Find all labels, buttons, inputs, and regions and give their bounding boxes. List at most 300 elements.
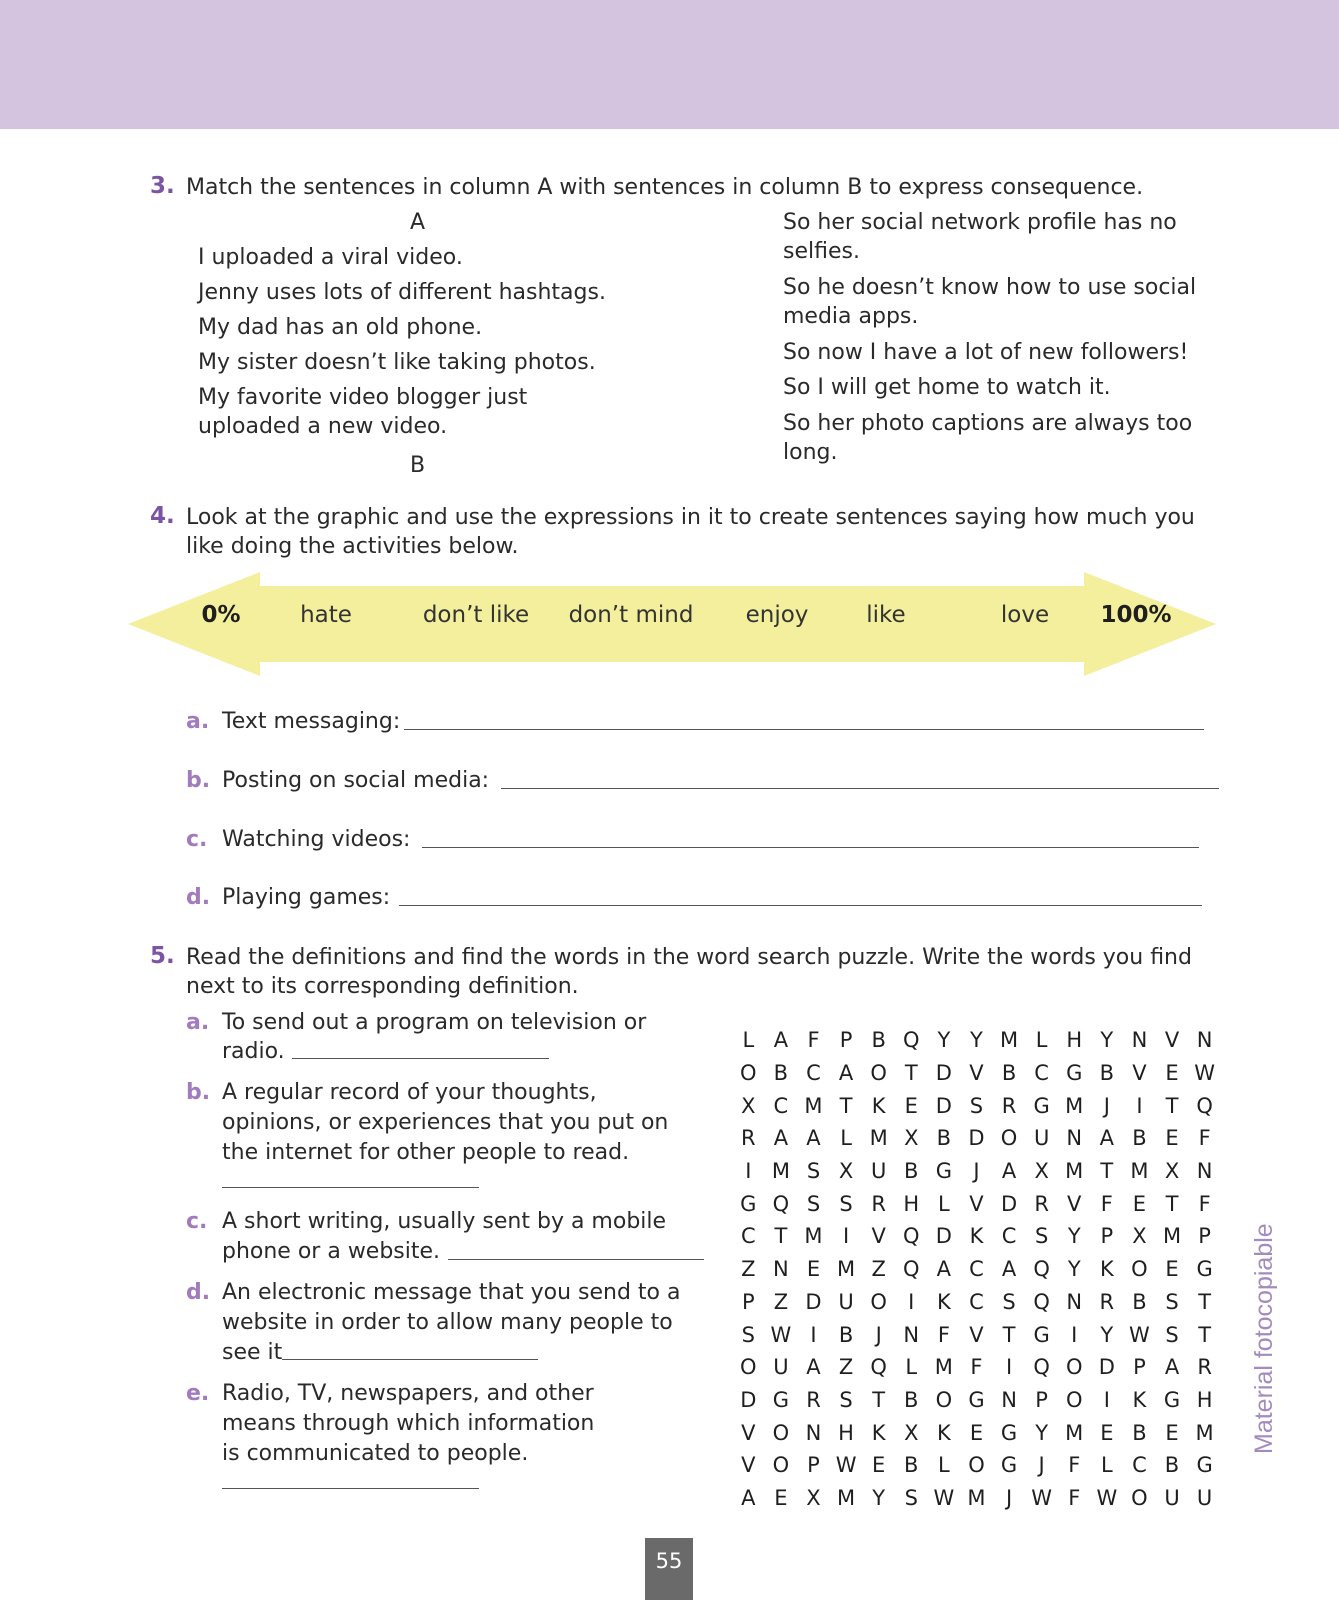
column-b-item: So he doesn’t know how to use social: [783, 275, 1197, 300]
grid-letter[interactable]: Q: [903, 1257, 920, 1282]
exercise-5-instruction: Read the definitions and find the words in the word search puzzle. Write the words you find: [186, 945, 1192, 970]
grid-letter[interactable]: M: [869, 1126, 888, 1151]
grid-letter[interactable]: M: [837, 1257, 856, 1282]
grid-letter[interactable]: X: [904, 1420, 919, 1445]
grid-letter[interactable]: O: [1131, 1485, 1148, 1510]
grid-letter[interactable]: K: [969, 1224, 984, 1249]
grid-letter[interactable]: A: [936, 1257, 952, 1282]
item-posting-social-media: Posting on social media:: [222, 768, 490, 793]
exercise-5-instruction-continued: next to its corresponding definition.: [186, 974, 579, 999]
grid-letter[interactable]: X: [806, 1485, 821, 1510]
grid-letter[interactable]: M: [1130, 1159, 1149, 1184]
grid-letter[interactable]: D: [968, 1126, 985, 1151]
grid-letter[interactable]: Z: [773, 1289, 789, 1314]
grid-letter[interactable]: G: [740, 1191, 757, 1216]
grid-letter[interactable]: C: [806, 1061, 821, 1086]
answer-line[interactable]: [404, 729, 1204, 730]
grid-letter[interactable]: G: [968, 1387, 985, 1412]
column-b-header: B: [410, 453, 426, 478]
column-b-item-continued: selfies.: [783, 239, 860, 264]
grid-letter[interactable]: C: [1034, 1061, 1049, 1086]
grid-letter[interactable]: I: [745, 1159, 752, 1184]
grid-row: [732, 1057, 1222, 1090]
grid-letter[interactable]: P: [807, 1453, 820, 1478]
grid-letter[interactable]: M: [1065, 1093, 1084, 1118]
grid-letter[interactable]: S: [839, 1191, 853, 1216]
item-playing-games: Playing games:: [222, 885, 391, 910]
grid-letter[interactable]: S: [1034, 1224, 1049, 1249]
grid-letter[interactable]: T: [1165, 1093, 1179, 1118]
grid-letter[interactable]: S: [806, 1159, 821, 1184]
scale-label-like: like: [866, 602, 906, 628]
grid-letter[interactable]: Z: [741, 1257, 756, 1282]
grid-letter[interactable]: K: [936, 1420, 951, 1445]
scale-label-0-percent: 0%: [201, 602, 241, 628]
grid-letter[interactable]: Q: [772, 1191, 790, 1216]
grid-letter[interactable]: H: [838, 1420, 854, 1445]
grid-letter[interactable]: E: [872, 1453, 886, 1478]
grid-letter[interactable]: J: [973, 1159, 980, 1184]
grid-letter[interactable]: N: [1001, 1387, 1017, 1412]
grid-letter[interactable]: L: [938, 1191, 950, 1216]
grid-letter[interactable]: A: [806, 1355, 821, 1380]
grid-letter[interactable]: W: [933, 1485, 955, 1510]
exercise-4-instruction: Look at the graphic and use the expressions in it to create sentences saying how much you: [186, 505, 1195, 530]
grid-letter[interactable]: X: [741, 1093, 756, 1118]
answer-line[interactable]: [399, 905, 1202, 906]
grid-letter[interactable]: D: [805, 1289, 822, 1314]
column-b-item: So now I have a lot of new followers!: [783, 340, 1189, 365]
grid-letter[interactable]: B: [936, 1126, 952, 1151]
scale-label-dont-like: don’t like: [422, 602, 530, 628]
grid-letter[interactable]: M: [1065, 1159, 1084, 1184]
grid-letter[interactable]: W: [770, 1322, 792, 1347]
scale-label-enjoy: enjoy: [745, 602, 809, 628]
grid-row: [732, 1155, 1222, 1188]
grid-letter[interactable]: F: [1198, 1126, 1211, 1151]
grid-letter[interactable]: Q: [870, 1355, 887, 1380]
grid-letter[interactable]: P: [741, 1289, 755, 1314]
grid-letter[interactable]: E: [1165, 1257, 1179, 1282]
grid-row: [732, 1449, 1222, 1482]
grid-letter[interactable]: V: [969, 1191, 984, 1216]
column-a-item: I uploaded a viral video.: [198, 245, 463, 270]
grid-letter[interactable]: V: [1164, 1028, 1180, 1053]
grid-letter[interactable]: S: [1165, 1289, 1179, 1314]
scale-label-100-percent: 100%: [1100, 602, 1172, 628]
grid-letter[interactable]: B: [1001, 1061, 1017, 1086]
grid-letter[interactable]: F: [807, 1028, 820, 1053]
grid-letter[interactable]: F: [937, 1322, 950, 1347]
grid-letter[interactable]: T: [1100, 1159, 1114, 1184]
definition-text-continued: radio.: [222, 1039, 285, 1064]
grid-letter[interactable]: B: [773, 1061, 789, 1086]
grid-letter[interactable]: L: [840, 1126, 852, 1151]
definition-text-continued: website in order to allow many people to: [222, 1310, 673, 1335]
grid-letter[interactable]: L: [742, 1028, 755, 1053]
grid-letter[interactable]: N: [1196, 1028, 1213, 1053]
grid-letter[interactable]: Q: [1033, 1355, 1050, 1380]
grid-letter[interactable]: P: [1100, 1224, 1114, 1249]
grid-letter[interactable]: J: [875, 1322, 882, 1347]
answer-line[interactable]: [422, 847, 1199, 848]
grid-letter[interactable]: H: [1196, 1387, 1213, 1412]
grid-letter[interactable]: F: [1068, 1485, 1081, 1510]
grid-letter[interactable]: S: [1002, 1289, 1016, 1314]
grid-letter[interactable]: X: [1164, 1159, 1180, 1184]
grid-letter[interactable]: D: [1098, 1355, 1115, 1380]
grid-letter[interactable]: A: [1164, 1355, 1180, 1380]
side-label-photocopiable: Material fotocopiable: [1250, 1223, 1278, 1454]
grid-letter[interactable]: A: [1099, 1126, 1115, 1151]
grid-letter[interactable]: G: [1196, 1453, 1213, 1478]
preference-scale-arrow: [128, 570, 1216, 678]
grid-letter[interactable]: D: [935, 1224, 952, 1249]
definition-text-continued: phone or a website.: [222, 1239, 441, 1264]
grid-letter[interactable]: E: [1165, 1420, 1179, 1445]
definition-text-continued: means through which information: [222, 1411, 595, 1436]
grid-letter[interactable]: L: [905, 1355, 918, 1380]
grid-letter[interactable]: G: [1033, 1322, 1050, 1347]
grid-row: [732, 1482, 1222, 1515]
item-text-messaging: Text messaging:: [222, 709, 401, 734]
definition-text: A regular record of your thoughts,: [222, 1080, 597, 1105]
grid-letter[interactable]: X: [1132, 1224, 1147, 1249]
grid-letter[interactable]: M: [1162, 1224, 1182, 1249]
grid-letter[interactable]: T: [839, 1093, 853, 1118]
definition-text: An electronic message that you send to a: [222, 1280, 681, 1305]
exercise-4-instruction-continued: like doing the activities below.: [186, 534, 519, 559]
grid-letter[interactable]: R: [1099, 1289, 1115, 1314]
grid-letter[interactable]: Q: [903, 1224, 920, 1249]
grid-letter[interactable]: Y: [970, 1028, 983, 1053]
grid-letter[interactable]: A: [1001, 1257, 1017, 1282]
grid-letter[interactable]: Y: [1035, 1420, 1049, 1445]
grid-letter[interactable]: A: [741, 1485, 756, 1510]
grid-letter[interactable]: N: [1131, 1028, 1148, 1053]
grid-letter[interactable]: C: [1001, 1224, 1017, 1249]
grid-letter[interactable]: P: [1133, 1355, 1146, 1380]
grid-letter[interactable]: R: [1001, 1093, 1017, 1118]
grid-letter[interactable]: M: [1195, 1420, 1214, 1445]
top-color-band: [0, 0, 1339, 129]
grid-letter[interactable]: Z: [838, 1355, 854, 1380]
grid-row: [732, 1416, 1222, 1449]
grid-letter[interactable]: N: [773, 1257, 789, 1282]
grid-letter[interactable]: F: [1100, 1191, 1113, 1216]
exercise-4-number: 4.: [150, 503, 175, 529]
grid-letter[interactable]: N: [805, 1420, 822, 1445]
grid-letter[interactable]: G: [1196, 1257, 1213, 1282]
grid-letter[interactable]: G: [1066, 1061, 1083, 1086]
grid-letter[interactable]: V: [741, 1420, 756, 1445]
grid-letter[interactable]: E: [774, 1485, 788, 1510]
grid-letter[interactable]: U: [1196, 1485, 1213, 1510]
grid-letter[interactable]: I: [842, 1224, 850, 1249]
grid-letter[interactable]: W: [1031, 1485, 1053, 1510]
grid-letter[interactable]: B: [1132, 1420, 1147, 1445]
page-number: 55: [645, 1538, 693, 1600]
grid-letter[interactable]: M: [999, 1028, 1019, 1053]
grid-letter[interactable]: Q: [1196, 1093, 1213, 1118]
grid-letter[interactable]: B: [904, 1159, 919, 1184]
grid-letter[interactable]: T: [1198, 1322, 1212, 1347]
grid-letter[interactable]: V: [871, 1224, 886, 1249]
word-search-grid: [732, 1024, 1222, 1514]
grid-letter[interactable]: G: [1033, 1093, 1050, 1118]
grid-letter[interactable]: O: [968, 1453, 985, 1478]
grid-letter[interactable]: A: [806, 1126, 821, 1151]
grid-letter[interactable]: O: [870, 1061, 887, 1086]
grid-letter[interactable]: A: [838, 1061, 854, 1086]
grid-letter[interactable]: T: [1198, 1289, 1212, 1314]
grid-letter[interactable]: O: [1131, 1257, 1148, 1282]
grid-letter[interactable]: I: [810, 1322, 817, 1347]
grid-letter[interactable]: K: [1132, 1387, 1147, 1412]
grid-row: [732, 1318, 1222, 1351]
grid-letter[interactable]: O: [740, 1061, 757, 1086]
column-b-item: So her social network profile has no: [783, 210, 1177, 235]
grid-letter[interactable]: X: [904, 1126, 919, 1151]
grid-letter[interactable]: O: [870, 1289, 887, 1314]
grid-letter[interactable]: I: [1005, 1355, 1013, 1380]
grid-letter[interactable]: K: [1099, 1257, 1114, 1282]
grid-letter[interactable]: M: [804, 1093, 823, 1118]
grid-letter[interactable]: X: [838, 1159, 854, 1184]
grid-letter[interactable]: I: [1136, 1093, 1143, 1118]
grid-letter[interactable]: N: [1066, 1126, 1083, 1151]
grid-letter[interactable]: M: [967, 1485, 986, 1510]
grid-letter[interactable]: R: [871, 1191, 886, 1216]
exercise-5-number: 5.: [150, 943, 175, 969]
grid-letter[interactable]: U: [773, 1355, 789, 1380]
grid-letter[interactable]: N: [1196, 1159, 1213, 1184]
grid-letter[interactable]: K: [871, 1420, 886, 1445]
grid-letter[interactable]: T: [774, 1224, 788, 1249]
grid-letter[interactable]: B: [904, 1387, 919, 1412]
grid-letter[interactable]: W: [1096, 1485, 1118, 1510]
grid-letter[interactable]: V: [969, 1322, 984, 1347]
answer-line[interactable]: [448, 1259, 704, 1260]
definition-letter: a.: [186, 1010, 210, 1035]
grid-letter[interactable]: O: [935, 1387, 953, 1412]
grid-letter[interactable]: O: [772, 1420, 790, 1445]
grid-letter[interactable]: L: [938, 1453, 950, 1478]
grid-letter[interactable]: O: [1065, 1355, 1083, 1380]
grid-letter[interactable]: I: [1103, 1387, 1110, 1412]
grid-letter[interactable]: D: [935, 1093, 952, 1118]
grid-letter[interactable]: G: [1000, 1453, 1018, 1478]
definition-text-continued: see it: [222, 1340, 283, 1365]
grid-letter[interactable]: W: [1129, 1322, 1150, 1347]
grid-row: [732, 1253, 1222, 1286]
grid-row: [732, 1024, 1222, 1057]
grid-letter[interactable]: Y: [872, 1485, 886, 1510]
grid-letter[interactable]: V: [969, 1061, 984, 1086]
grid-letter[interactable]: V: [741, 1453, 756, 1478]
grid-letter[interactable]: L: [1035, 1028, 1048, 1053]
grid-letter[interactable]: O: [1065, 1387, 1083, 1412]
grid-letter[interactable]: Y: [1067, 1257, 1081, 1282]
grid-letter[interactable]: B: [1099, 1061, 1115, 1086]
grid-letter[interactable]: C: [740, 1224, 756, 1249]
grid-letter[interactable]: S: [741, 1322, 755, 1347]
scale-label-love: love: [1000, 602, 1050, 628]
grid-letter[interactable]: P: [1198, 1224, 1211, 1249]
grid-letter[interactable]: C: [773, 1093, 789, 1118]
answer-line[interactable]: [501, 788, 1219, 789]
grid-letter[interactable]: E: [1165, 1126, 1179, 1151]
definition-letter: b.: [186, 1080, 211, 1105]
grid-letter[interactable]: Z: [871, 1257, 886, 1282]
grid-row: [732, 1286, 1222, 1319]
grid-letter[interactable]: M: [1065, 1420, 1084, 1445]
grid-letter[interactable]: P: [839, 1028, 853, 1053]
answer-line[interactable]: [282, 1359, 538, 1360]
grid-letter[interactable]: B: [1132, 1289, 1147, 1314]
grid-letter[interactable]: R: [1197, 1355, 1212, 1380]
grid-letter[interactable]: W: [1194, 1061, 1215, 1086]
column-a-header: A: [410, 210, 426, 235]
grid-letter[interactable]: Y: [1100, 1028, 1114, 1053]
definition-letter: c.: [186, 1209, 208, 1234]
grid-row: [732, 1351, 1222, 1384]
grid-letter[interactable]: Q: [1033, 1257, 1050, 1282]
grid-letter[interactable]: O: [1000, 1126, 1018, 1151]
grid-letter[interactable]: R: [741, 1126, 756, 1151]
grid-letter[interactable]: E: [969, 1420, 984, 1445]
grid-letter[interactable]: R: [1034, 1191, 1049, 1216]
grid-letter[interactable]: R: [806, 1387, 821, 1412]
exercise-3-number: 3.: [150, 173, 175, 199]
grid-letter[interactable]: B: [904, 1453, 919, 1478]
grid-letter[interactable]: B: [838, 1322, 854, 1347]
answer-line[interactable]: [292, 1058, 549, 1059]
grid-letter[interactable]: C: [969, 1257, 984, 1282]
grid-letter[interactable]: G: [935, 1159, 952, 1184]
grid-letter[interactable]: W: [835, 1453, 857, 1478]
grid-letter[interactable]: S: [806, 1191, 821, 1216]
grid-letter[interactable]: Q: [1033, 1289, 1050, 1314]
grid-letter[interactable]: O: [772, 1453, 790, 1478]
column-b-item-continued: long.: [783, 440, 838, 465]
grid-letter[interactable]: I: [1071, 1322, 1078, 1347]
grid-letter[interactable]: J: [1005, 1485, 1013, 1510]
grid-letter[interactable]: Y: [1067, 1224, 1081, 1249]
grid-letter[interactable]: L: [1100, 1453, 1113, 1478]
grid-letter[interactable]: K: [936, 1289, 951, 1314]
column-a-item: My dad has an old phone.: [198, 315, 483, 340]
grid-letter[interactable]: C: [969, 1289, 984, 1314]
grid-row: [732, 1384, 1222, 1417]
grid-letter[interactable]: T: [1165, 1191, 1179, 1216]
definition-text: Radio, TV, newspapers, and other: [222, 1381, 594, 1406]
grid-letter[interactable]: C: [1132, 1453, 1147, 1478]
grid-letter[interactable]: G: [1163, 1387, 1181, 1412]
grid-letter[interactable]: D: [740, 1387, 757, 1412]
grid-letter[interactable]: S: [969, 1093, 984, 1118]
grid-letter[interactable]: E: [1165, 1061, 1179, 1086]
grid-letter[interactable]: S: [904, 1485, 918, 1510]
grid-letter[interactable]: M: [804, 1224, 823, 1249]
grid-letter[interactable]: U: [870, 1159, 887, 1184]
grid-letter[interactable]: M: [934, 1355, 953, 1380]
grid-letter[interactable]: F: [1068, 1453, 1081, 1478]
grid-letter[interactable]: F: [970, 1355, 983, 1380]
scale-label-dont-mind: don’t mind: [568, 602, 694, 628]
grid-row: [732, 1089, 1222, 1122]
definition-text: A short writing, usually sent by a mobile: [222, 1209, 667, 1234]
grid-letter[interactable]: Y: [1100, 1322, 1114, 1347]
grid-letter[interactable]: N: [1066, 1289, 1083, 1314]
grid-letter[interactable]: Q: [903, 1028, 920, 1053]
grid-letter[interactable]: X: [1034, 1159, 1049, 1184]
grid-letter[interactable]: G: [772, 1387, 790, 1412]
grid-letter[interactable]: G: [1000, 1420, 1018, 1445]
grid-letter[interactable]: E: [904, 1093, 918, 1118]
grid-letter[interactable]: S: [1165, 1322, 1179, 1347]
answer-line[interactable]: [222, 1488, 479, 1489]
grid-letter[interactable]: Y: [937, 1028, 951, 1053]
grid-letter[interactable]: H: [903, 1191, 920, 1216]
grid-letter[interactable]: F: [1198, 1191, 1211, 1216]
definition-letter: d.: [186, 1280, 211, 1305]
grid-letter[interactable]: B: [1132, 1126, 1147, 1151]
grid-letter[interactable]: D: [935, 1061, 952, 1086]
grid-letter[interactable]: T: [904, 1061, 918, 1086]
grid-letter[interactable]: B: [1164, 1453, 1180, 1478]
item-letter: b.: [186, 768, 211, 793]
grid-letter[interactable]: O: [740, 1355, 757, 1380]
grid-letter[interactable]: M: [837, 1485, 856, 1510]
grid-letter[interactable]: J: [1038, 1453, 1045, 1478]
grid-letter[interactable]: H: [1066, 1028, 1083, 1053]
grid-letter[interactable]: V: [1067, 1191, 1082, 1216]
grid-letter[interactable]: U: [1164, 1485, 1180, 1510]
grid-letter[interactable]: B: [871, 1028, 886, 1053]
grid-letter[interactable]: A: [773, 1126, 789, 1151]
grid-row: [732, 1187, 1222, 1220]
column-b-item: So I will get home to watch it.: [783, 375, 1111, 400]
grid-letter[interactable]: I: [908, 1289, 915, 1314]
grid-letter[interactable]: A: [1001, 1159, 1017, 1184]
scale-label-hate: hate: [300, 602, 352, 628]
grid-letter[interactable]: E: [806, 1257, 821, 1282]
item-letter: c.: [186, 827, 208, 852]
column-a-item: Jenny uses lots of different hashtags.: [198, 280, 606, 305]
grid-letter[interactable]: E: [1132, 1191, 1147, 1216]
grid-letter[interactable]: P: [1035, 1387, 1048, 1412]
grid-letter[interactable]: U: [1033, 1126, 1050, 1151]
grid-letter[interactable]: E: [1100, 1420, 1114, 1445]
item-watching-videos: Watching videos:: [222, 827, 411, 852]
grid-letter[interactable]: M: [771, 1159, 790, 1184]
column-a-item-continued: uploaded a new video.: [198, 414, 448, 439]
grid-letter[interactable]: T: [1002, 1322, 1016, 1347]
answer-line[interactable]: [222, 1187, 479, 1188]
definition-letter: e.: [186, 1381, 210, 1406]
grid-letter[interactable]: T: [872, 1387, 886, 1412]
grid-letter[interactable]: V: [1132, 1061, 1147, 1086]
grid-letter[interactable]: A: [773, 1028, 789, 1053]
grid-letter[interactable]: K: [871, 1093, 886, 1118]
grid-letter[interactable]: S: [839, 1387, 853, 1412]
grid-letter[interactable]: J: [1103, 1093, 1110, 1118]
grid-letter[interactable]: U: [838, 1289, 854, 1314]
grid-letter[interactable]: D: [1000, 1191, 1018, 1216]
definition-text: To send out a program on television or: [222, 1010, 647, 1035]
grid-letter[interactable]: N: [903, 1322, 920, 1347]
